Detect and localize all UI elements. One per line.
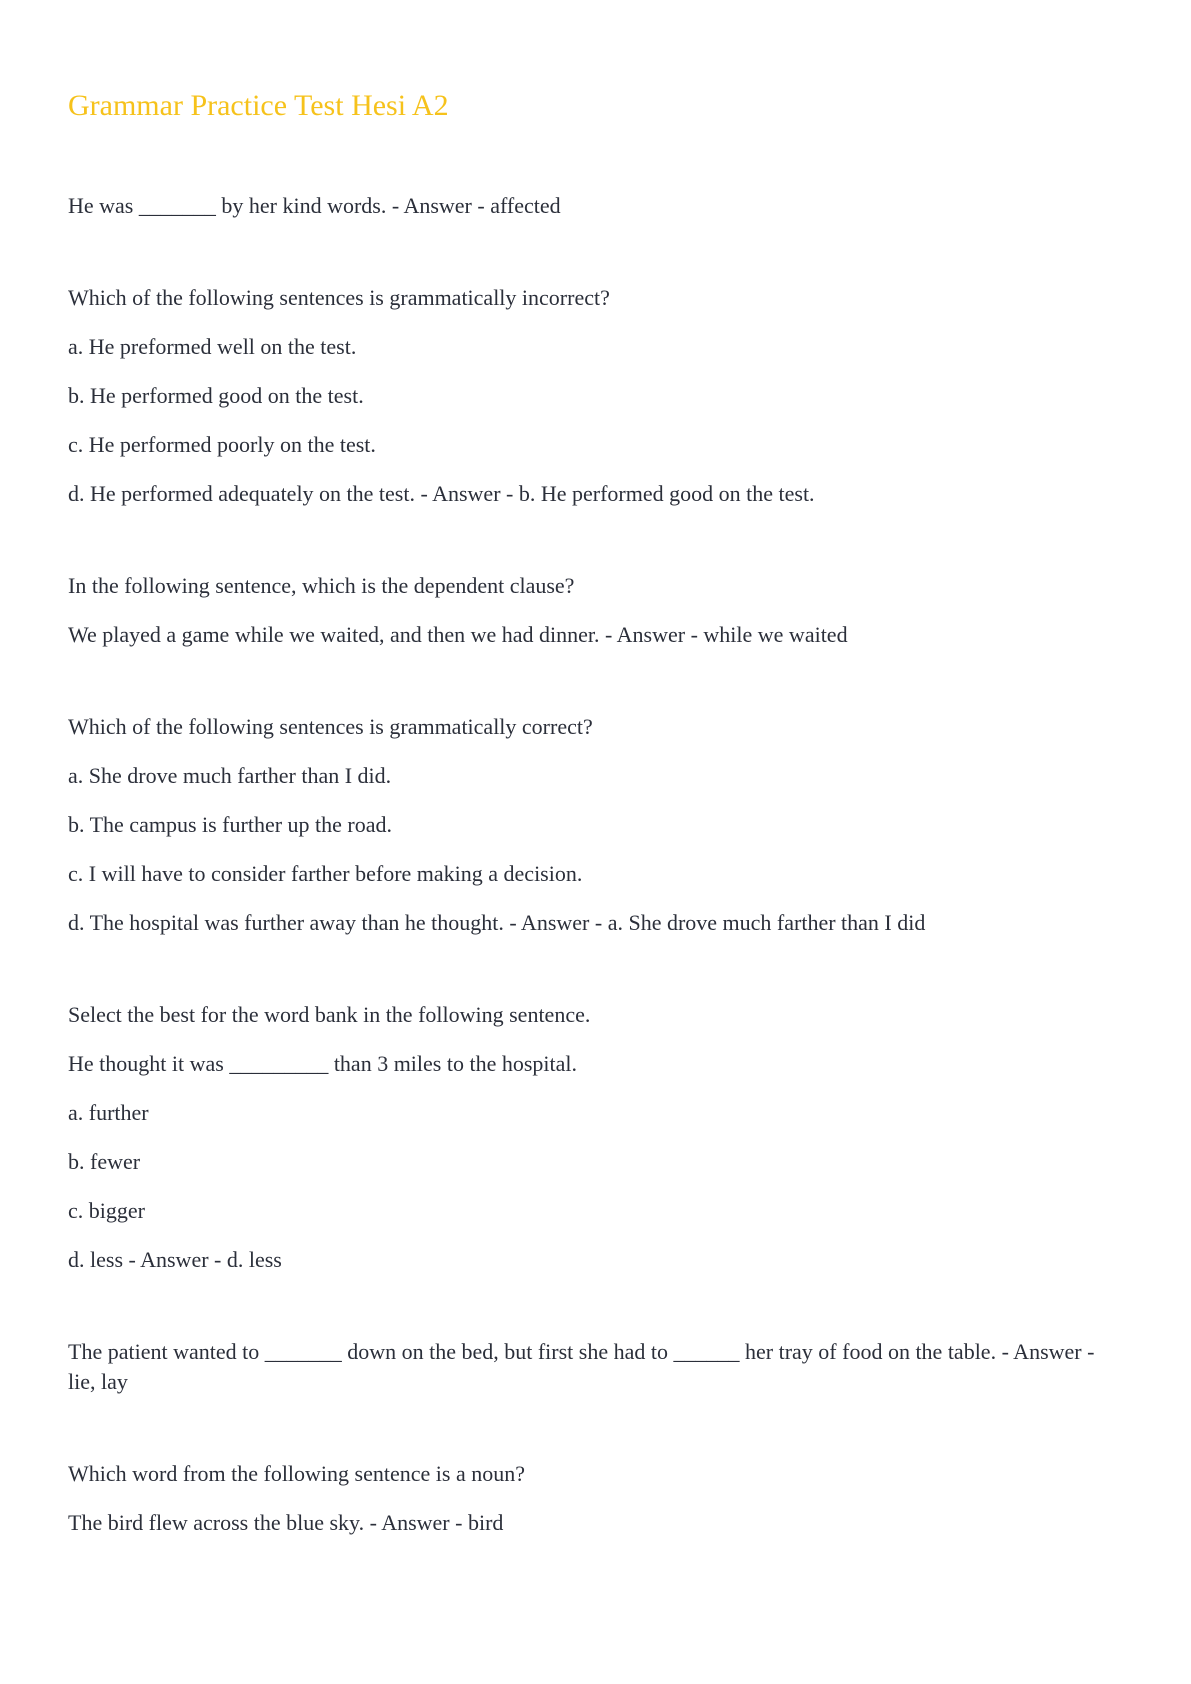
question-4-option-c: c. I will have to consider farther before making a decision. [68, 861, 583, 886]
question-2-option-d-answer: d. He performed adequately on the test. - Answer - b. He performed good on the test. [68, 481, 815, 506]
question-3-prompt: In the following sentence, which is the dependent clause? [68, 573, 575, 598]
question-5-prompt: Select the best for the word bank in the following sentence. [68, 1002, 591, 1027]
question-4-option-a: a. She drove much farther than I did. [68, 763, 392, 788]
document-title: Grammar Practice Test Hesi A2 [68, 89, 449, 122]
question-2-option-a: a. He preformed well on the test. [68, 334, 357, 359]
question-2-option-b: b. He performed good on the test. [68, 383, 364, 408]
question-5-option-b: b. fewer [68, 1149, 141, 1174]
question-1-line: He was _______ by her kind words. - Answer - affected [68, 193, 561, 218]
question-4-option-b: b. The campus is further up the road. [68, 812, 393, 837]
question-3-sentence-answer: We played a game while we waited, and then we had dinner. - Answer - while we waited [68, 622, 848, 647]
question-5-option-c: c. bigger [68, 1198, 145, 1223]
question-4-prompt: Which of the following sentences is grammatically correct? [68, 714, 593, 739]
question-5-sentence: He thought it was _________ than 3 miles to the hospital. [68, 1051, 578, 1076]
question-7-prompt: Which word from the following sentence is a noun? [68, 1461, 525, 1486]
question-5-option-a: a. further [68, 1100, 149, 1125]
question-5-option-d-answer: d. less - Answer - d. less [68, 1247, 282, 1272]
question-4-option-d-answer: d. The hospital was further away than he thought. - Answer - a. She drove much farther than I did [68, 910, 926, 935]
question-7-sentence-answer: The bird flew across the blue sky. - Answer - bird [68, 1510, 504, 1535]
question-6-line: The patient wanted to _______ down on the bed, but first she had to ______ her tray of food on the table. - Answer - lie, lay [68, 1339, 1095, 1394]
question-2-option-c: c. He performed poorly on the test. [68, 432, 376, 457]
question-2-prompt: Which of the following sentences is grammatically incorrect? [68, 285, 610, 310]
